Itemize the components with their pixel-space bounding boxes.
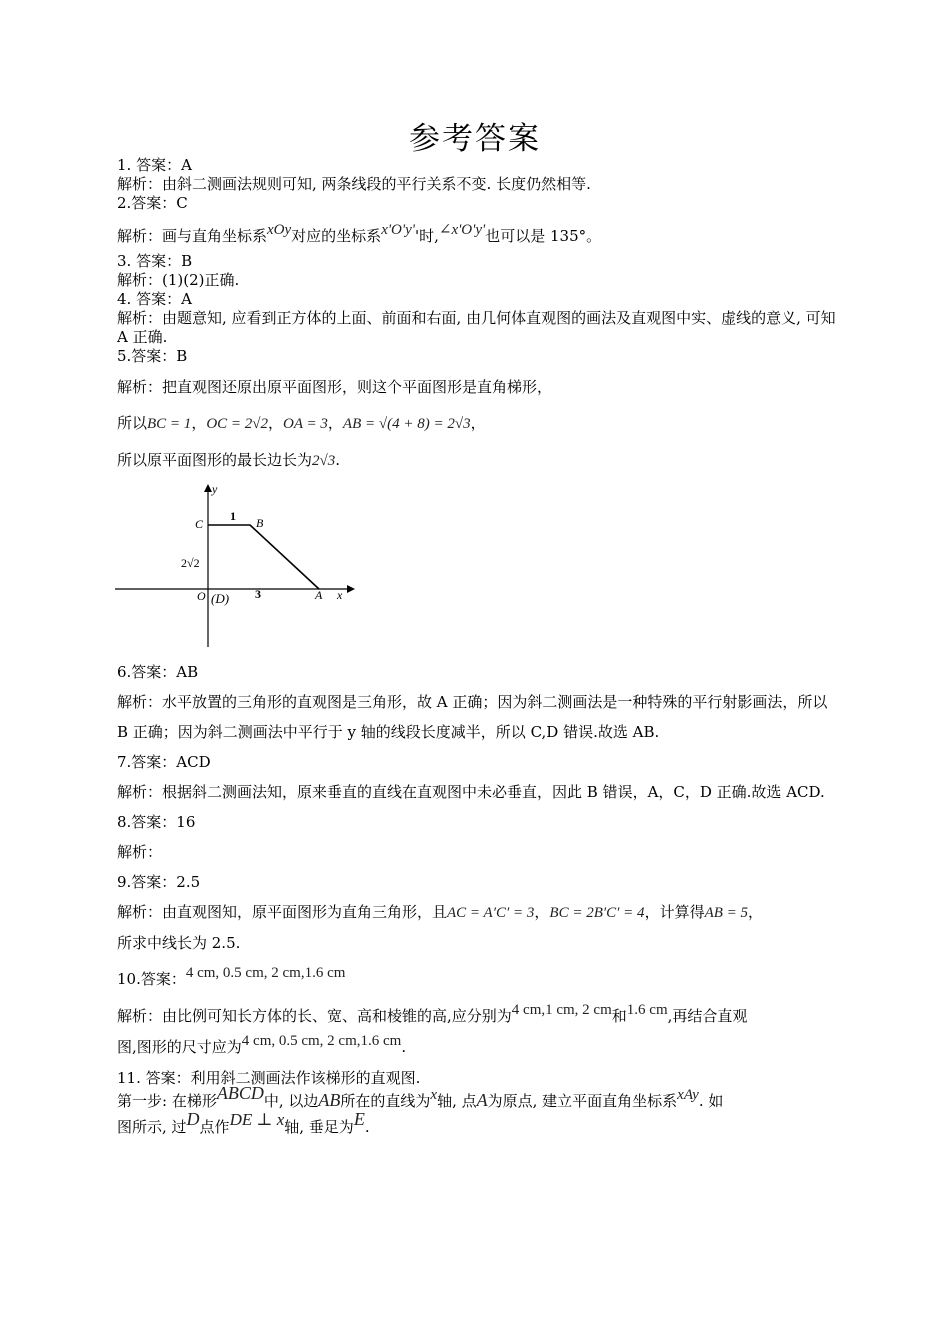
q5-analysis-2: 所以BC = 1，OC = 2√2，OA = 3，AB = √(4 + 8) = 2√3，	[117, 414, 486, 432]
q2-analysis: 解析：画与直角坐标系xOy对应的坐标系x'O'y''时,∠x'O'y'也可以是 135°。	[117, 222, 602, 245]
q10-math-height: 1.6 cm	[626, 1002, 668, 1018]
q5-analysis-3: 所以原平面图形的最长边长为2√3.	[117, 451, 341, 469]
x-axis-arrow	[347, 585, 355, 593]
q5-answer: 5.答案：B	[117, 347, 188, 365]
q5-analysis-1: 解析：把直观图还原出原平面图形，则这个平面图形是直角梯形，	[117, 378, 553, 396]
figure-label-y: y	[212, 482, 218, 496]
q4-analysis: 解析：由题意知, 应看到正方体的上面、前面和右面, 由几何体直观图的画法及直观图中实、虚线的意义, 可知 A 正确.	[117, 309, 836, 346]
figure-label-o: O	[197, 589, 206, 603]
q7-analysis: 解析：根据斜二测画法知，原来垂直的直线在直观图中未必垂直，因此 B 错误，A，C，D 正确.故选 ACD.	[117, 783, 825, 801]
q5-math-ab: AB = √(4 + 8) = 2√3	[342, 416, 471, 432]
figure-label-a: A	[315, 588, 323, 602]
q9-math-ab: AB = 5	[704, 905, 749, 921]
q11-math-abcd: ABCD	[216, 1083, 264, 1103]
q11-math-e: E	[353, 1109, 365, 1129]
q11-math-xay: xAy	[677, 1087, 699, 1103]
q8-answer: 8.答案：16	[117, 813, 196, 831]
q6-analysis: 解析：水平放置的三角形的直观图是三角形，故 A 正确；因为斜二测画法是一种特殊的平行射影画法，所以 B 正确；因为斜二测画法中平行于 y 轴的线段长度减半，所以 C,D 错误.故选 AB.	[117, 693, 828, 741]
q2-math-xoy: xOy	[267, 222, 292, 238]
figure-label-x: x	[337, 588, 343, 602]
q7-answer: 7.答案：ACD	[117, 753, 211, 771]
page-title: 参考答案	[409, 121, 541, 157]
q11-math-ab: AB	[318, 1090, 341, 1110]
q1-analysis: 解析：由斜二测画法规则可知, 两条线段的平行关系不变. 长度仍然相等.	[117, 175, 591, 193]
figure-label-d: (D)	[211, 591, 230, 606]
trapezoid-svg	[115, 482, 365, 647]
q11-math-d: D	[186, 1109, 200, 1129]
q5-math-longest: 2√3	[312, 453, 336, 469]
q10-math-answer: 4 cm, 0.5 cm, 2 cm,1.6 cm	[185, 965, 346, 981]
q5-math-oa: OA = 3	[283, 416, 328, 432]
q10-analysis: 解析：由比例可知长方体的长、宽、高和棱锥的高,应分别为4 cm,1 cm, 2 cm和1.6 cm,再结合直观	[117, 1002, 748, 1025]
q10-math-dims: 4 cm,1 cm, 2 cm	[511, 1002, 612, 1018]
q11-math-a: A	[476, 1090, 488, 1110]
q11-step1: 第一步: 在梯形ABCD中, 以边AB所在的直线为x轴, 点A为原点, 建立平面直角坐标系xAy. 如	[117, 1083, 724, 1110]
q9-analysis: 解析：由直观图知，原平面图形为直角三角形，且AC = A′C′ = 3，BC = 2B′C′ = 4，计算得AB = 5，	[117, 903, 764, 921]
q10-answer: 10.答案：4 cm, 0.5 cm, 2 cm,1.6 cm	[117, 965, 346, 988]
q9-math-ac: AC = A′C′ = 3	[447, 905, 535, 921]
figure-label-c: C	[195, 517, 204, 531]
figure-label-b: B	[256, 516, 264, 530]
q11-math-de: DE ⊥ x	[229, 1110, 285, 1129]
q6-answer: 6.答案：AB	[117, 663, 199, 681]
figure-label-1: 1	[230, 509, 236, 523]
q9-math-bc: BC = 2B′C′ = 4	[549, 905, 645, 921]
y-axis-arrow	[204, 484, 212, 492]
trapezoid-edges	[208, 525, 319, 589]
q2-answer: 2.答案：C	[117, 194, 188, 212]
q10-math-sizes: 4 cm, 0.5 cm, 2 cm,1.6 cm	[241, 1033, 402, 1049]
q2-math-angle: ∠x'O'y'	[438, 222, 486, 238]
q11-answer: 11. 答案：利用斜二测画法作该梯形的直观图.	[117, 1069, 421, 1087]
figure-label-3: 3	[255, 587, 261, 601]
q2-math-prime-axes: x'O'y'	[381, 222, 415, 238]
figure-label-2r2: 2√2	[181, 556, 200, 570]
q9-answer: 9.答案：2.5	[117, 873, 201, 891]
q5-math-oc: OC = 2√2	[206, 416, 269, 432]
q10-analysis-2: 图,图形的尺寸应为4 cm, 0.5 cm, 2 cm,1.6 cm.	[117, 1033, 407, 1056]
q11-math-x: x	[430, 1087, 438, 1103]
q5-math-bc: BC = 1	[147, 416, 192, 432]
trapezoid-figure	[115, 482, 365, 647]
q4-answer: 4. 答案：A	[117, 290, 192, 308]
q11-step1-cont: 图所示, 过D点作DE ⊥ x轴, 垂足为E.	[117, 1109, 370, 1136]
q1-answer: 1. 答案：A	[117, 156, 192, 174]
q8-analysis: 解析：	[117, 843, 163, 861]
answer-content	[117, 156, 842, 1139]
q9-analysis-2: 所求中线长为 2.5.	[117, 934, 241, 952]
q3-answer: 3. 答案：B	[117, 252, 193, 270]
q3-analysis: 解析：(1)(2)正确.	[117, 271, 240, 289]
